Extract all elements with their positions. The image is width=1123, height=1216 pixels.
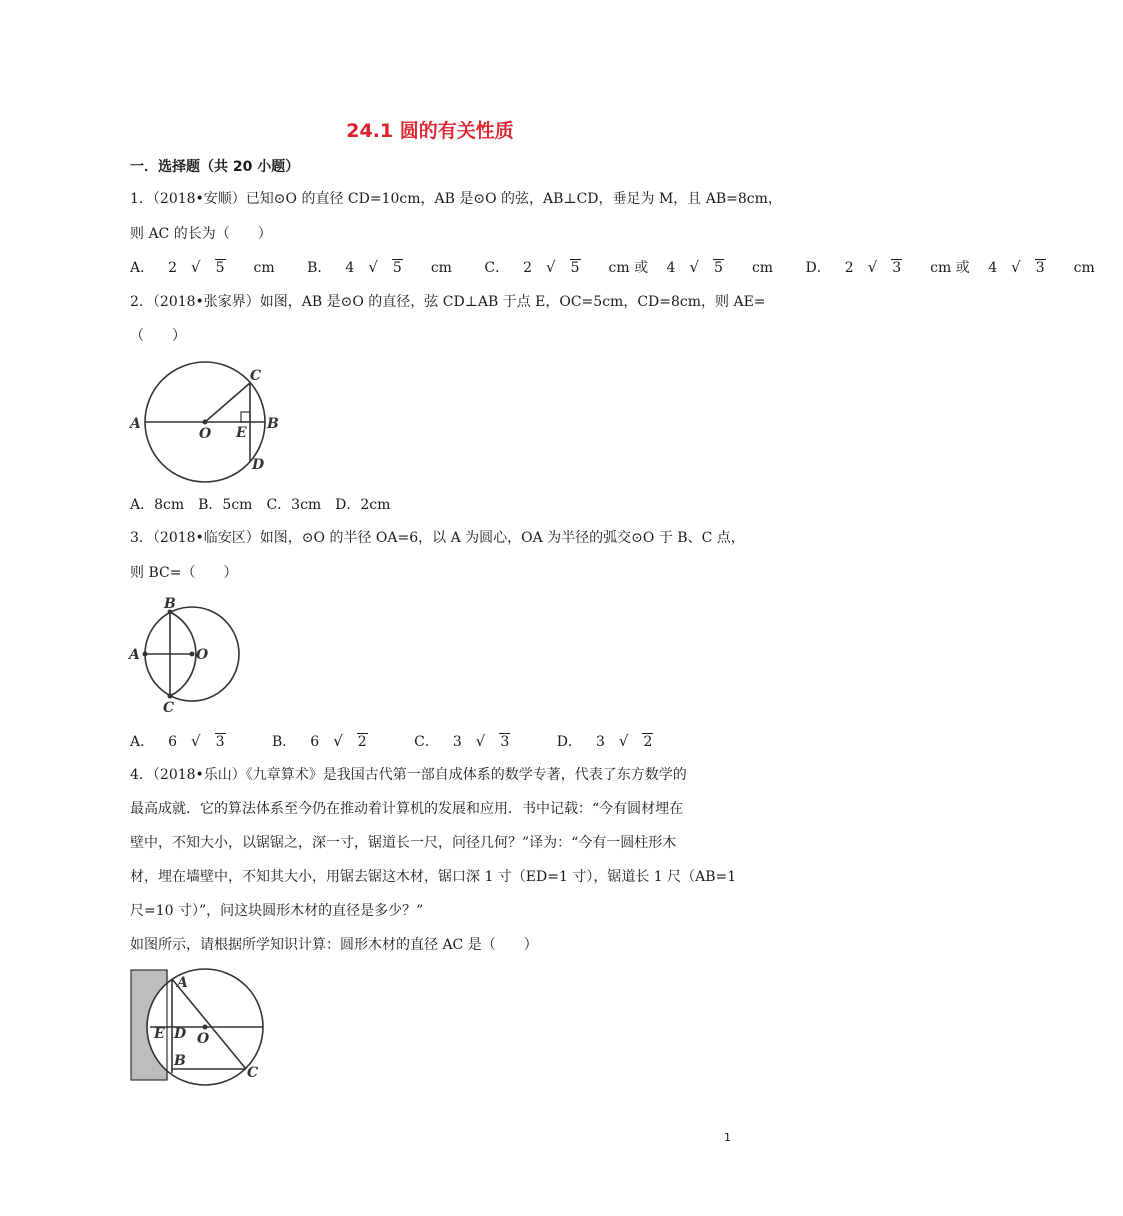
q4-line4: 材，埋在墙壁中，不知其大小，用锯去锯这木材，锯口深 1 寸（ED=1 寸），锯道长 1 尺（AB=1 xyxy=(130,869,737,885)
q3-options xyxy=(130,732,695,751)
q3-label-o: O xyxy=(196,647,209,663)
q1-option-b: B． 4 √ 5 cm xyxy=(307,258,452,276)
q2-radius-oc xyxy=(205,383,250,422)
q4-line6: 如图所示，请根据所学知识计算：圆形木材的直径 AC 是（ ） xyxy=(130,937,538,953)
page-title: 24.1 圆的有关性质 xyxy=(346,120,514,142)
q2-label-e: E xyxy=(236,425,247,441)
q3-line2: 则 BC=（ ） xyxy=(130,565,238,581)
q2-label-o: O xyxy=(199,426,212,442)
q2-right-angle-mark xyxy=(241,412,250,422)
q4-center-dot xyxy=(203,1025,208,1030)
q3-line1: 3．（2018•临安区）如图，⊙O 的半径 OA=6，以 A 为圆心，OA 为半径的弧交⊙O 于 B、C 点， xyxy=(130,530,745,546)
q1-option-c: C． 2 √ 5 cm 或 4 √ 5 cm xyxy=(484,258,774,276)
q3-option-b: B． 6 √ 2 xyxy=(271,732,367,750)
q4-label-a: A xyxy=(177,975,188,991)
q4-figure xyxy=(128,965,278,1085)
q2-label-a: A xyxy=(130,416,141,432)
q1-line1: 1．（2018•安顺）已知⊙O 的直径 CD=10cm，AB 是⊙O 的弦，AB⊥CD，垂足为 M，且 AB=8cm， xyxy=(130,191,782,207)
q2-label-b: B xyxy=(267,416,279,432)
q3-figure xyxy=(125,594,245,716)
q3-option-a: A． 6 √ 3 xyxy=(130,732,225,750)
q4-line2: 最高成就．它的算法体系至今仍在推动着计算机的发展和应用．书中记载：“今有圆材埋在 xyxy=(130,801,684,817)
q1-option-d: D． 2 √ 3 cm 或 4 √ 3 cm xyxy=(805,258,1095,276)
q4-label-c: C xyxy=(247,1065,259,1081)
q3-label-c: C xyxy=(163,700,175,716)
q4-line1: 4．（2018•乐山）《九章算术》是我国古代第一部自成体系的数学专著，代表了东方数学的 xyxy=(130,767,687,783)
q3-option-c: C． 3 √ 3 xyxy=(414,732,510,750)
q2-label-d: D xyxy=(252,457,265,473)
q3-option-d: D． 3 √ 2 xyxy=(556,732,653,750)
q3-point-c xyxy=(168,694,173,699)
q1-options xyxy=(130,258,1123,277)
q2-line1: 2．（2018•张家界）如图，AB 是⊙O 的直径，弦 CD⊥AB 于点 E，OC=5cm，CD=8cm，则 AE= xyxy=(130,294,766,310)
q3-label-a: A xyxy=(129,647,140,663)
q2-label-c: C xyxy=(250,368,262,384)
q3-label-b: B xyxy=(164,596,176,612)
page-number: 1 xyxy=(724,1131,731,1144)
q4-label-o: O xyxy=(197,1031,210,1047)
q3-point-o xyxy=(190,652,195,657)
section-heading: 一．选择题（共 20 小题） xyxy=(130,159,300,175)
q4-label-e: E xyxy=(154,1026,165,1042)
q2-figure xyxy=(128,355,288,485)
q4-line5: 尺=10 寸）”，问这块圆形木材的直径是多少？” xyxy=(130,903,424,919)
q4-label-d: D xyxy=(174,1026,187,1042)
q2-line2: （ ） xyxy=(130,328,186,344)
q2-center-dot xyxy=(203,420,208,425)
q1-option-a: A． 2 √ 5 cm xyxy=(130,258,275,276)
q4-line3: 壁中，不知大小，以锯锯之，深一寸，锯道长一尺，问径几何？”译为：“今有一圆柱形木 xyxy=(130,835,677,851)
q1-line2: 则 AC 的长为（ ） xyxy=(130,226,272,242)
q4-label-b: B xyxy=(174,1053,186,1069)
q2-options: A．8cm B．5cm C．3cm D．2cm xyxy=(130,497,391,513)
q3-point-a xyxy=(143,652,148,657)
